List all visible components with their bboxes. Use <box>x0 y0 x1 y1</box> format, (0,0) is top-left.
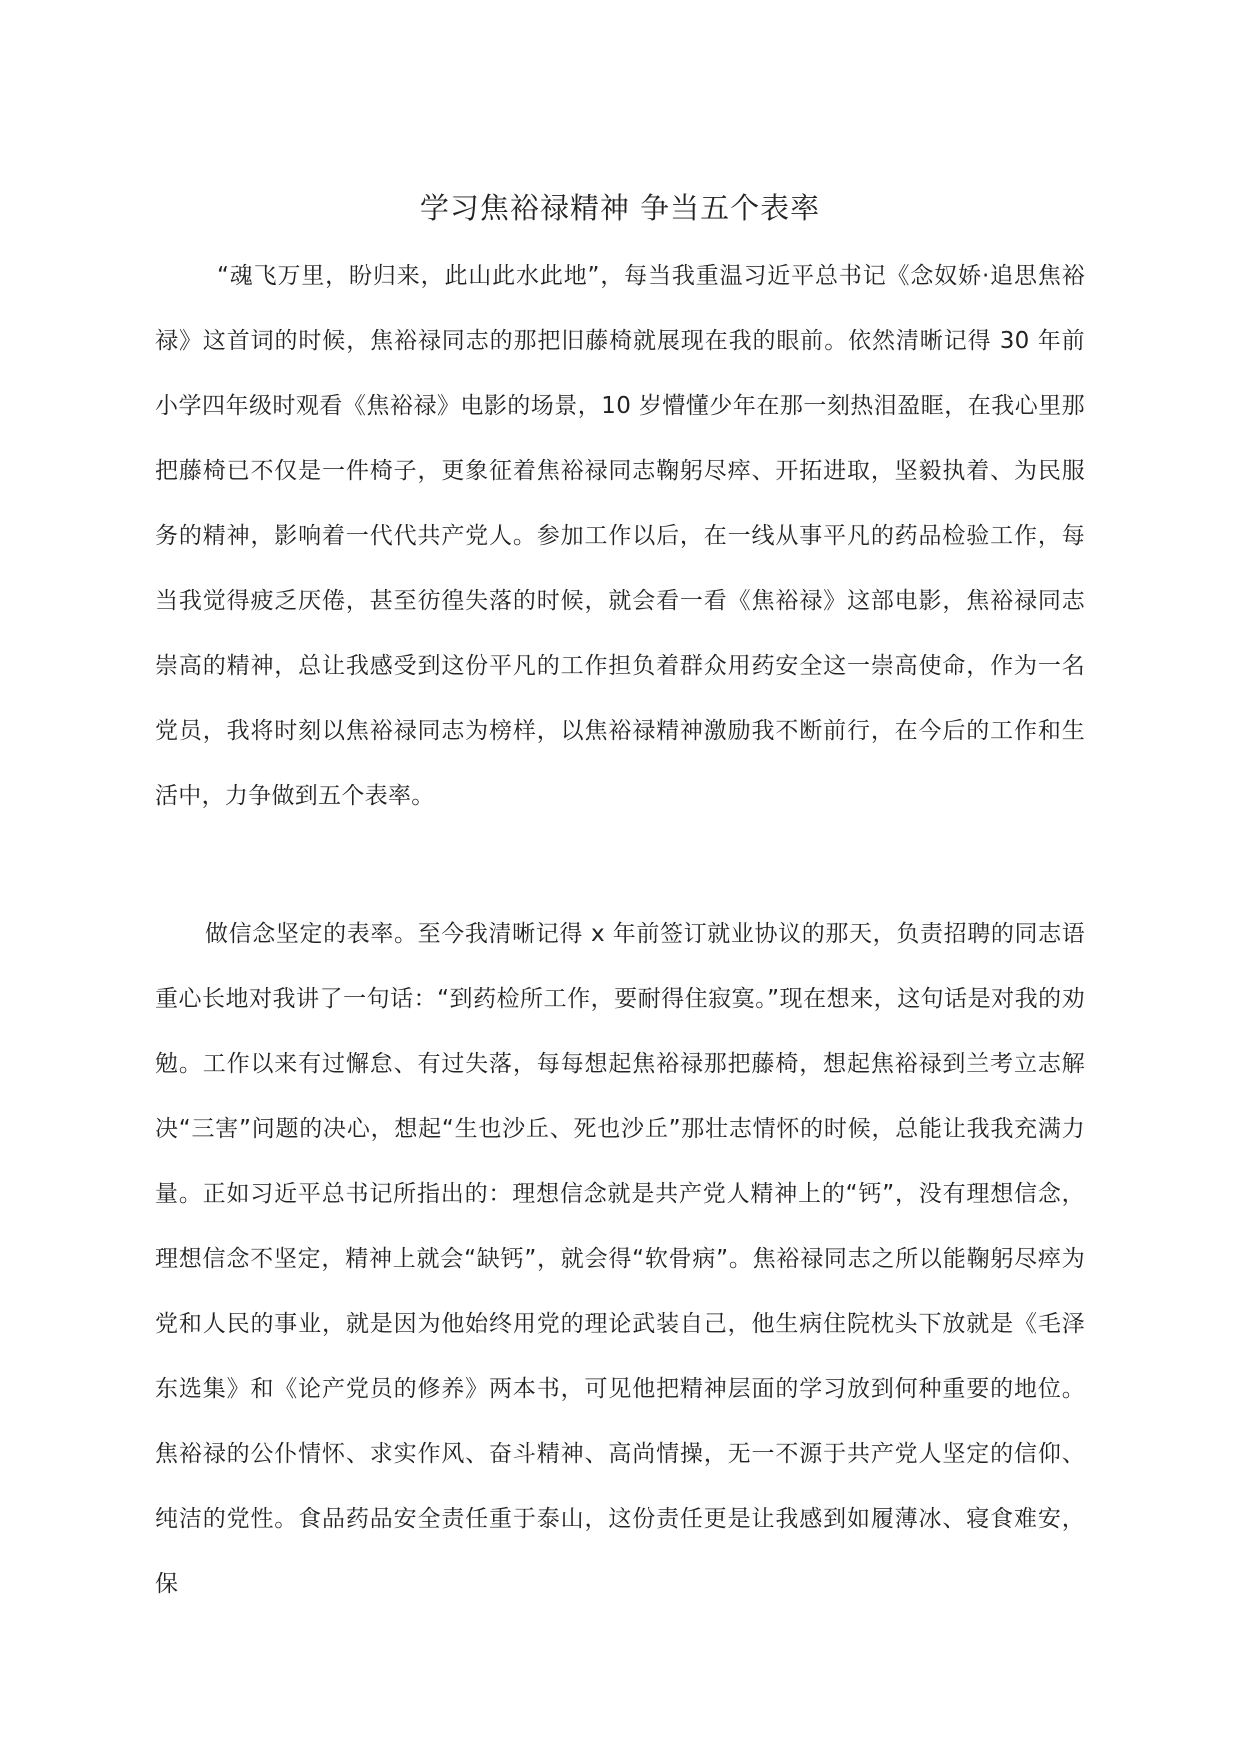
paragraph-intro: “魂飞万里，盼归来，此山此水此地”，每当我重温习近平总书记《念奴娇·追思焦裕禄》这首词的时候，焦裕禄同志的那把旧藤椅就展现在我的眼前。依然清晰记得 30 年前小学四年级时观看《焦裕禄》电影的场景，10 岁懵懂少年在那一刻热泪盈眶，在我心里那把藤椅已不仅是一件椅子，更象征着焦裕禄同志鞠躬尽瘁、开拓进取，坚毅执着、为民服务的精神，影响着一代代共产党人。参加工作以后，在一线从事平凡的药品检验工作，每当我觉得疲乏厌倦，甚至彷徨失落的时候，就会看一看《焦裕禄》这部电影，焦裕禄同志崇高的精神，总让我感受到这份平凡的工作担负着群众用药安全这一崇高使命，作为一名党员，我将时刻以焦裕禄同志为榜样，以焦裕禄精神激励我不断前行，在今后的工作和生活中，力争做到五个表率。 <box>155 263 1085 809</box>
document-title: 学习焦裕禄精神 争当五个表率 <box>419 191 821 225</box>
paragraph-firm-belief: 做信念坚定的表率。至今我清晰记得 x 年前签订就业协议的那天，负责招聘的同志语重心长地对我讲了一句话：“到药检所工作，要耐得住寂寞。”现在想来，这句话是对我的劝勉。工作以来有过懈怠、有过失落，每每想起焦裕禄那把藤椅，想起焦裕禄到兰考立志解决“三害”问题的决心，想起“生也沙丘、死也沙丘”那壮志情怀的时候，总能让我我充满力量。正如习近平总书记所指出的：理想信念就是共产党人精神上的“钙”，没有理想信念，理想信念不坚定，精神上就会“缺钙”，就会得“软骨病”。焦裕禄同志之所以能鞠躬尽瘁为党和人民的事业，就是因为他始终用党的理论武装自己，他生病住院枕头下放就是《毛泽东选集》和《论产党员的修养》两本书，可见他把精神层面的学习放到何种重要的地位。焦裕禄的公仆情怀、求实作风、奋斗精神、高尚情操，无一不源于共产党人坚定的信仰、纯洁的党性。食品药品安全责任重于泰山，这份责任更是让我感到如履薄冰、寝食难安，保 <box>155 921 1085 1597</box>
